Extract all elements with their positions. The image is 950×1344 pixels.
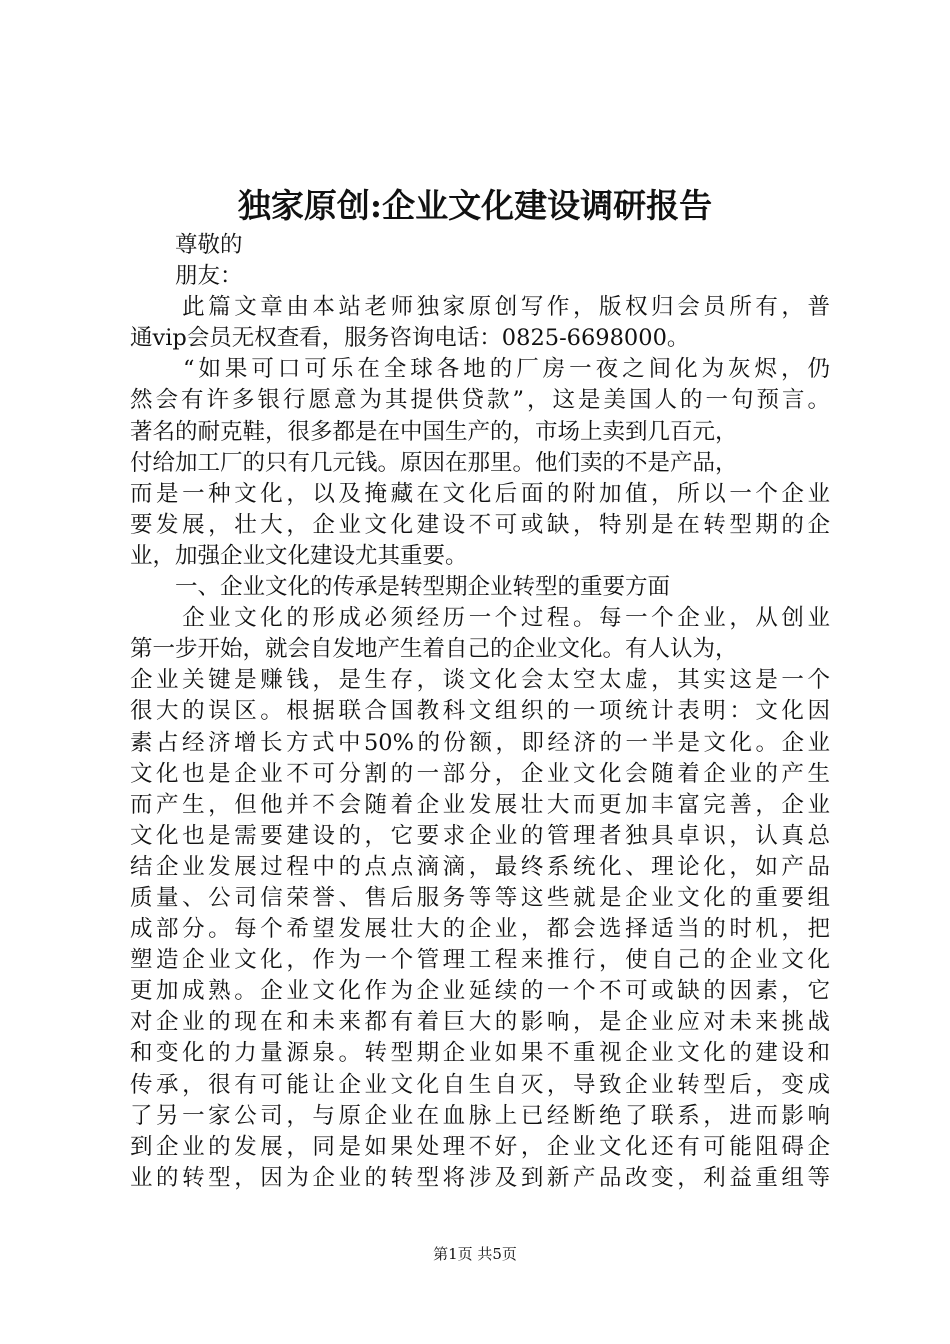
text-line: 很大的误区。根据联合国教科文组织的一项统计表明：文化因 <box>130 698 830 725</box>
text-line: 第一步开始，就会自发地产生着自己的企业文化。有人认为， <box>130 636 738 663</box>
text-line: 文化也是需要建设的，它要求企业的管理者独具卓识，认真总 <box>130 822 830 849</box>
text-line: 而产生，但他并不会随着企业发展壮大而更加丰富完善，企业 <box>130 791 830 818</box>
text-line: 文化也是企业不可分割的一部分，企业文化会随着企业的产生 <box>130 760 830 787</box>
text-line: 企业关键是赚钱，是生存，谈文化会太空太虚，其实这是一个 <box>130 667 830 694</box>
text-line: 付给加工厂的只有几元钱。原因在那里。他们卖的不是产品， <box>130 449 738 476</box>
text-line: 要发展，壮大，企业文化建设不可或缺，特别是在转型期的企 <box>130 511 830 538</box>
text-line: 业，加强企业文化建设尤其重要。 <box>130 542 468 569</box>
text-line: 质量、公司信荣誉、售后服务等等这些就是企业文化的重要组 <box>130 884 830 911</box>
text-line: 此篇文章由本站老师独家原创写作，版权归会员所有，普 <box>130 294 830 321</box>
text-line: 而是一种文化，以及掩藏在文化后面的附加值，所以一个企业 <box>130 480 830 507</box>
text-line: 传承，很有可能让企业文化自生自灭，导致企业转型后，变成 <box>130 1071 830 1098</box>
text-line: 了另一家公司，与原企业在血脉上已经断绝了联系，进而影响 <box>130 1102 830 1129</box>
text-line: 然会有许多银行愿意为其提供贷款”，这是美国人的一句预言。 <box>130 387 830 414</box>
document-title: 独家原创:企业文化建设调研报告 <box>237 186 713 225</box>
text-line: “如果可口可乐在全球各地的厂房一夜之间化为灰烬，仍 <box>130 356 830 383</box>
text-line: 和变化的力量源泉。转型期企业如果不重视企业文化的建设和 <box>130 1040 830 1067</box>
text-line: 更加成熟。企业文化作为企业延续的一个不可或缺的因素，它 <box>130 978 830 1005</box>
text-line: 到企业的发展，同是如果处理不好，企业文化还有可能阻碍企 <box>130 1133 830 1160</box>
text-line: 著名的耐克鞋，很多都是在中国生产的，市场上卖到几百元， <box>130 418 738 445</box>
text-line: 企业文化的形成必须经历一个过程。每一个企业，从创业 <box>130 605 830 632</box>
text-line: 成部分。每个希望发展壮大的企业，都会选择适当的时机，把 <box>130 916 830 943</box>
text-line: 一、企业文化的传承是转型期企业转型的重要方面 <box>130 574 671 601</box>
text-line: 业的转型，因为企业的转型将涉及到新产品改变，利益重组等 <box>130 1164 830 1191</box>
text-line: 对企业的现在和未来都有着巨大的影响，是企业应对未来挑战 <box>130 1009 830 1036</box>
text-line: 通vip会员无权查看，服务咨询电话：0825-6698000。 <box>130 325 690 352</box>
text-line: 尊敬的 <box>130 232 243 258</box>
text-line: 素占经济增长方式中50%的份额，即经济的一半是文化。企业 <box>130 729 830 756</box>
page-footer: 第1页 共5页 <box>433 1245 517 1263</box>
text-line: 结企业发展过程中的点点滴滴，最终系统化、理论化，如产品 <box>130 853 830 880</box>
text-line: 朋友： <box>130 263 243 290</box>
document-body <box>130 230 830 1194</box>
text-line: 塑造企业文化，作为一个管理工程来推行，使自己的企业文化 <box>130 947 830 974</box>
